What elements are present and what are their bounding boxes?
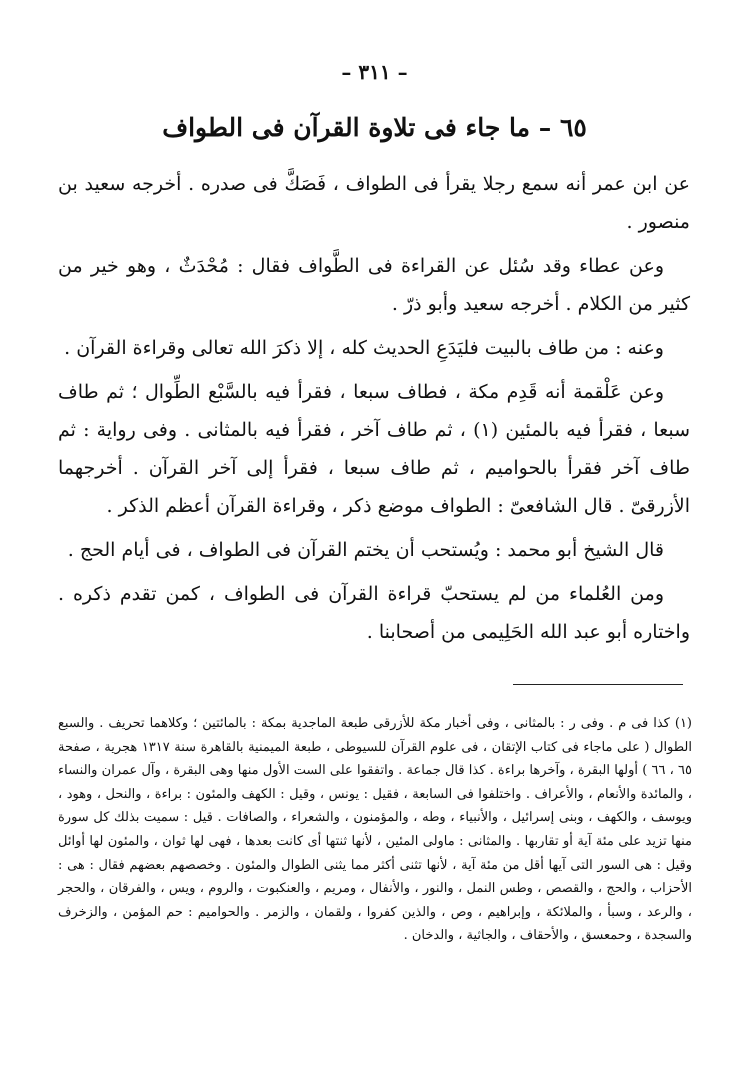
- chapter-title: ٦٥ – ما جاء فى تلاوة القرآن فى الطواف: [162, 113, 587, 142]
- page-number: – ٣١١ –: [341, 60, 408, 84]
- footnote-divider: [513, 684, 683, 685]
- paragraph: قال الشيخ أبو محمد : ويُستحب أن يختم القرآن فى الطواف ، فى أيام الحج .: [67, 539, 664, 561]
- main-text: [58, 165, 690, 657]
- paragraph: وعن عطاء وقد سُئل عن القراءة فى الطَّواف فقال : مُحْدَثٌ ، وهو خير من كثير من الكلام . أخرجه سعيد وأبو ذرّ .: [58, 255, 690, 315]
- paragraph: عن ابن عمر أنه سمع رجلا يقرأ فى الطواف ، فَصَكَّ فى صدره . أخرجه سعيد بن منصور .: [58, 173, 690, 233]
- paragraph: وعن عَلْقمة أنه قَدِم مكة ، فطاف سبعا ، فقرأ فيه بالسَّبْع الطِّوال ؛ ثم طاف سبعا ، فقرأ فيه بالمئين (١) ، ثم طاف آخر ، فقرأ فيه بالمثانى . وفى رواية : ثم طاف آخر فقرأ بالحواميم ، ثم طاف سبعا ، فقرأ إلى آخر القرآن . أخرجهما الأزرقىّ . قال الشافعىّ : الطواف موضع ذكر ، وقراءة القرآن أعظم الذكر .: [58, 381, 690, 517]
- paragraph: ومن العُلماء من لم يستحبّ قراءة القرآن فى الطواف ، كمن تقدم ذكره . واختاره أبو عبد الله الحَلِيمى من أصحابنا .: [58, 583, 690, 643]
- footnote: (١) كذا فى م . وفى ر : بالمثانى ، وفى أخبار مكة للأزرقى طبعة الماجدية بمكة : بالمائتين ؛ وكلاهما تحريف . والسبع الطوال ( على ماجاء فى كتاب الإتقان ، فى علوم القرآن للسيوطى ، طبعة الميمنية بالقاهرة سنة ١٣١٧ هجرية ، صفحة ٦٥ ، ٦٦ ) أولها البقرة ، وآخرها براءة . كذا قال جماعة . واتفقوا على الست الأول منها وهى البقرة ، وآل عمران والنساء ، والمائدة والأنعام ، والأعراف . واختلفوا فى السابعة ، فقيل : يونس ، وقيل : الكهف والمئون : براءة ، والنحل ، وهود ، ويوسف ، والكهف ، وبنى إسرائيل ، والأنبياء ، وطه ، والمؤمنون ، والشعراء ، والصافات . قيل : سميت بذلك كل سورة منها تزيد على مئة آية أو تقاربها . والمثانى : ماولى المئين ، لأنها ثنتها أى كانت بعدها ، فهى لها ثوان ، والمئون لها أوائل وقيل : هى السور التى آيها أقل من مئة آية ، لأنها تثنى أكثر مما يثنى الطوال والمئون . وخصصهم بعضهم فقال : هى : الأحزاب ، والحج ، والقصص ، وطس النمل ، والنور ، والأنفال ، ومريم ، والعنكبوت ، والروم ، ويس ، والفرقان ، والحجر ، والرعد ، وسبأ ، والملائكة ، وإبراهيم ، وص ، والذين كفروا ، ولقمان ، والزمر . والحواميم : حم المؤمن ، والزخرف والسجدة ، وحمعسق ، والأحقاف ، والجاثية ، والدخان .: [58, 716, 693, 944]
- paragraph: وعنه : من طاف بالبيت فليَدَعِ الحديث كله ، إلا ذكرَ الله تعالى وقراءة القرآن .: [64, 337, 664, 359]
